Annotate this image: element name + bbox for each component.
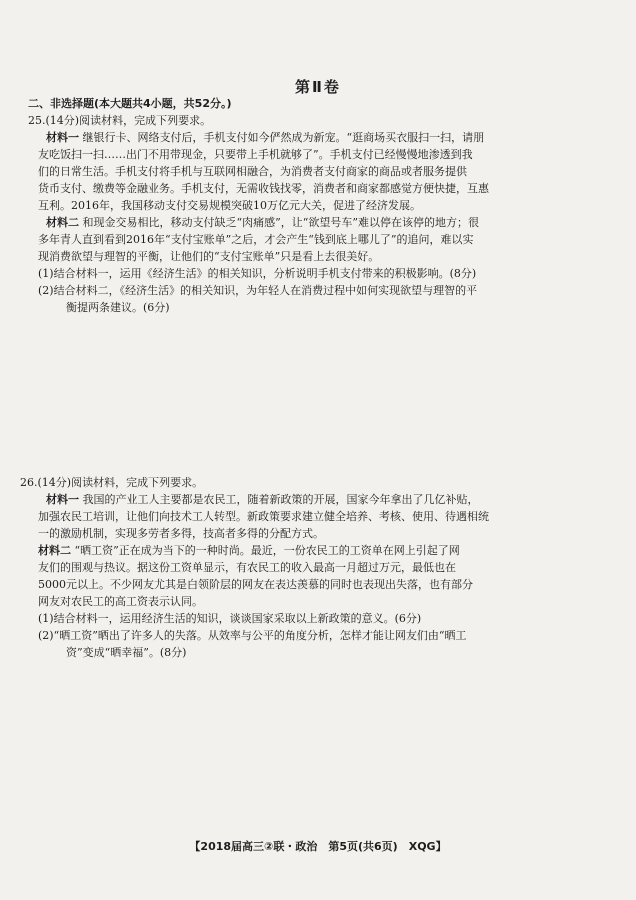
q26-material1-label: 材料一 — [46, 493, 79, 506]
q25-material1-label: 材料一 — [46, 131, 79, 144]
q25-material1-text: 互利。2016年，我国移动支付交易规模突破10万亿元大关，促进了经济发展。 — [38, 199, 421, 212]
q26-question-2: (2)“晒工资”晒出了许多人的失落。从效率与公平的角度分析，怎样才能让网友们由“晒工 — [38, 629, 467, 642]
page-footer: 【2018届高三②联・政治 第5页(共6页) XQG】 — [189, 840, 447, 853]
q25-material2-line — [28, 214, 618, 231]
q26-heading: 26.(14分)阅读材料，完成下列要求。 — [20, 476, 204, 489]
q26-material2-text: “晒工资”正在成为当下的一种时尚。最近，一份农民工的工资单在网上引起了网 — [74, 544, 460, 557]
q25-question-2-cont: 衡提两条建议。(6分) — [66, 301, 170, 314]
q25-material1-text: 友吃饭扫一扫……出门不用带现金，只要带上手机就够了”。手机支付已经慢慢地渗透到我 — [38, 148, 473, 161]
q25-material2-label: 材料二 — [46, 216, 79, 229]
q25-material1-text: 们的日常生活。手机支付将手机与互联网相融合，为消费者支付商家的商品或者服务提供 — [38, 165, 467, 178]
q25-material1-text: 继银行卡、网络支付后，手机支付如今俨然成为新宠。“逛商场买衣服扫一扫，请朋 — [82, 131, 485, 144]
q26-material2-text: 5000元以上。不少网友尤其是白领阶层的网友在表达羡慕的同时也表现出失落，也有部分 — [38, 578, 473, 591]
q26-question-1: (1)结合材料一，运用经济生活的知识，谈谈国家采取以上新政策的意义。(6分) — [38, 612, 422, 625]
q25-heading: 25.(14分)阅读材料，完成下列要求。 — [28, 114, 212, 127]
q25-material2-text: 现消费欲望与理智的平衡，让他们的“支付宝账单”只是看上去很美好。 — [38, 250, 380, 263]
q25-material2-text: 多年青人直到看到2016年“支付宝账单”之后，才会产生“钱到底上哪儿了”的追问，难以实 — [38, 233, 474, 246]
page-title: 第Ⅱ卷 — [295, 78, 341, 96]
q26-material2-text: 友们的围观与热议。据这份工资单显示，有农民工的收入最高一月超过万元，最低也在 — [38, 561, 456, 574]
section-heading: 二、非选择题(本大题共4小题，共52分。) — [28, 97, 232, 110]
question-25 — [28, 95, 618, 316]
q26-material1-text: 一的激励机制，实现多劳者多得，技高者多得的分配方式。 — [38, 527, 324, 540]
q26-material1-text: 我国的产业工人主要都是农民工，随着新政策的开展，国家今年拿出了几亿补贴， — [82, 493, 479, 506]
q25-question-2: (2)结合材料二，《经济生活》的相关知识，为年轻人在消费过程中如何实现欲望与理智的平 — [38, 284, 478, 297]
q26-material1-text: 加强农民工培训，让他们向技术工人转型。新政策要求建立健全培养、考核、使用、待遇相统 — [38, 510, 489, 523]
q25-material1-text: 货币支付、缴费等金融业务。手机支付，无需收钱找零，消费者和商家都感觉方便快捷，互惠 — [38, 182, 489, 195]
q26-material2-line — [28, 542, 618, 559]
q26-material2-text: 网友对农民工的高工资表示认同。 — [38, 595, 203, 608]
q26-material1-line — [28, 491, 618, 508]
q25-material2-text: 和现金交易相比，移动支付缺乏“肉痛感”，让“欲望号车”难以停在该停的地方；很 — [82, 216, 479, 229]
q26-question-2-cont: 资”变成“晒幸福”。(8分) — [66, 646, 187, 659]
q25-question-1: (1)结合材料一，运用《经济生活》的相关知识，分析说明手机支付带来的积极影响。(8分) — [38, 267, 477, 280]
q26-material2-label: 材料二 — [38, 544, 71, 557]
question-26 — [20, 474, 618, 661]
q25-material1-line — [28, 129, 618, 146]
